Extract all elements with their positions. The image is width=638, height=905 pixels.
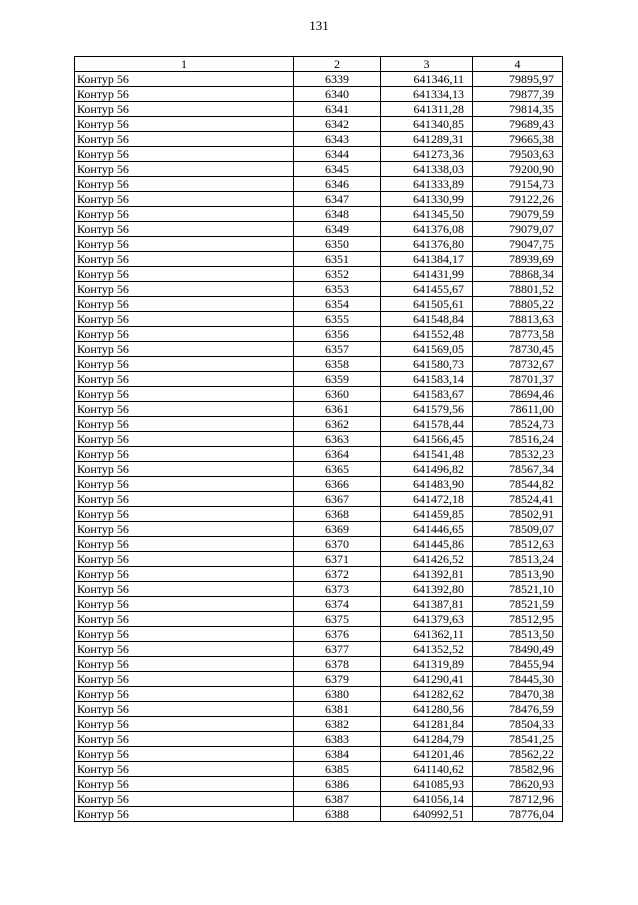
y-coordinate-cell: 78562,22 <box>473 747 563 762</box>
contour-name-cell: Контур 56 <box>75 507 294 522</box>
table-row <box>75 537 563 552</box>
x-coordinate-cell: 641548,84 <box>381 312 473 327</box>
x-coordinate-cell: 641505,61 <box>381 297 473 312</box>
x-coordinate-cell: 641426,52 <box>381 552 473 567</box>
point-number-cell: 6349 <box>294 222 381 237</box>
table-row <box>75 762 563 777</box>
x-coordinate-cell: 641340,85 <box>381 117 473 132</box>
x-coordinate-cell: 641281,84 <box>381 717 473 732</box>
contour-name-cell: Контур 56 <box>75 312 294 327</box>
point-number-cell: 6361 <box>294 402 381 417</box>
point-number-cell: 6384 <box>294 747 381 762</box>
point-number-cell: 6385 <box>294 762 381 777</box>
y-coordinate-cell: 78611,00 <box>473 402 563 417</box>
y-coordinate-cell: 79079,59 <box>473 207 563 222</box>
x-coordinate-cell: 641455,67 <box>381 282 473 297</box>
table-row <box>75 402 563 417</box>
table-row <box>75 162 563 177</box>
table-row <box>75 117 563 132</box>
point-number-cell: 6366 <box>294 477 381 492</box>
contour-name-cell: Контур 56 <box>75 657 294 672</box>
table-row <box>75 102 563 117</box>
table-row <box>75 342 563 357</box>
table-row <box>75 747 563 762</box>
point-number-cell: 6344 <box>294 147 381 162</box>
point-number-cell: 6364 <box>294 447 381 462</box>
point-number-cell: 6367 <box>294 492 381 507</box>
contour-name-cell: Контур 56 <box>75 132 294 147</box>
x-coordinate-cell: 641333,89 <box>381 177 473 192</box>
y-coordinate-cell: 78512,95 <box>473 612 563 627</box>
contour-name-cell: Контур 56 <box>75 747 294 762</box>
point-number-cell: 6375 <box>294 612 381 627</box>
contour-name-cell: Контур 56 <box>75 327 294 342</box>
x-coordinate-cell: 641201,46 <box>381 747 473 762</box>
x-coordinate-cell: 641392,80 <box>381 582 473 597</box>
y-coordinate-cell: 78712,96 <box>473 792 563 807</box>
table-row <box>75 582 563 597</box>
point-number-cell: 6348 <box>294 207 381 222</box>
table-row <box>75 87 563 102</box>
point-number-cell: 6339 <box>294 72 381 87</box>
y-coordinate-cell: 78490,49 <box>473 642 563 657</box>
table-header-row <box>75 57 563 72</box>
y-coordinate-cell: 78521,59 <box>473 597 563 612</box>
table-row <box>75 687 563 702</box>
y-coordinate-cell: 78868,34 <box>473 267 563 282</box>
point-number-cell: 6340 <box>294 87 381 102</box>
column-header-4: 4 <box>473 57 563 72</box>
x-coordinate-cell: 641583,67 <box>381 387 473 402</box>
contour-name-cell: Контур 56 <box>75 627 294 642</box>
x-coordinate-cell: 641431,99 <box>381 267 473 282</box>
contour-name-cell: Контур 56 <box>75 102 294 117</box>
table-row <box>75 612 563 627</box>
y-coordinate-cell: 78521,10 <box>473 582 563 597</box>
contour-name-cell: Контур 56 <box>75 447 294 462</box>
point-number-cell: 6373 <box>294 582 381 597</box>
x-coordinate-cell: 641338,03 <box>381 162 473 177</box>
table-row <box>75 627 563 642</box>
contour-name-cell: Контур 56 <box>75 267 294 282</box>
x-coordinate-cell: 641445,86 <box>381 537 473 552</box>
point-number-cell: 6377 <box>294 642 381 657</box>
y-coordinate-cell: 79503,63 <box>473 147 563 162</box>
y-coordinate-cell: 78701,37 <box>473 372 563 387</box>
table-row <box>75 252 563 267</box>
x-coordinate-cell: 641376,08 <box>381 222 473 237</box>
contour-name-cell: Контур 56 <box>75 147 294 162</box>
table-row <box>75 447 563 462</box>
y-coordinate-cell: 79122,26 <box>473 192 563 207</box>
point-number-cell: 6382 <box>294 717 381 732</box>
table-row <box>75 387 563 402</box>
x-coordinate-cell: 641346,11 <box>381 72 473 87</box>
contour-name-cell: Контур 56 <box>75 162 294 177</box>
contour-name-cell: Контур 56 <box>75 492 294 507</box>
y-coordinate-cell: 78776,04 <box>473 807 563 822</box>
point-number-cell: 6354 <box>294 297 381 312</box>
y-coordinate-cell: 78801,52 <box>473 282 563 297</box>
contour-name-cell: Контур 56 <box>75 402 294 417</box>
point-number-cell: 6363 <box>294 432 381 447</box>
y-coordinate-cell: 79877,39 <box>473 87 563 102</box>
y-coordinate-cell: 78813,63 <box>473 312 563 327</box>
point-number-cell: 6387 <box>294 792 381 807</box>
y-coordinate-cell: 78567,34 <box>473 462 563 477</box>
y-coordinate-cell: 79154,73 <box>473 177 563 192</box>
point-number-cell: 6350 <box>294 237 381 252</box>
y-coordinate-cell: 78524,73 <box>473 417 563 432</box>
contour-name-cell: Контур 56 <box>75 432 294 447</box>
point-number-cell: 6365 <box>294 462 381 477</box>
point-number-cell: 6353 <box>294 282 381 297</box>
contour-name-cell: Контур 56 <box>75 807 294 822</box>
x-coordinate-cell: 641459,85 <box>381 507 473 522</box>
contour-name-cell: Контур 56 <box>75 297 294 312</box>
x-coordinate-cell: 641541,48 <box>381 447 473 462</box>
point-number-cell: 6380 <box>294 687 381 702</box>
point-number-cell: 6386 <box>294 777 381 792</box>
contour-name-cell: Контур 56 <box>75 252 294 267</box>
x-coordinate-cell: 641290,41 <box>381 672 473 687</box>
y-coordinate-cell: 78805,22 <box>473 297 563 312</box>
y-coordinate-cell: 78502,91 <box>473 507 563 522</box>
x-coordinate-cell: 641056,14 <box>381 792 473 807</box>
y-coordinate-cell: 78544,82 <box>473 477 563 492</box>
table-row <box>75 72 563 87</box>
x-coordinate-cell: 641345,50 <box>381 207 473 222</box>
table-body <box>75 72 563 822</box>
table-row <box>75 327 563 342</box>
x-coordinate-cell: 641483,90 <box>381 477 473 492</box>
column-header-3: 3 <box>381 57 473 72</box>
contour-name-cell: Контур 56 <box>75 177 294 192</box>
x-coordinate-cell: 641379,63 <box>381 612 473 627</box>
column-header-2: 2 <box>294 57 381 72</box>
x-coordinate-cell: 641580,73 <box>381 357 473 372</box>
contour-name-cell: Контур 56 <box>75 222 294 237</box>
table-row <box>75 297 563 312</box>
table-row <box>75 717 563 732</box>
y-coordinate-cell: 78513,24 <box>473 552 563 567</box>
x-coordinate-cell: 641284,79 <box>381 732 473 747</box>
x-coordinate-cell: 641552,48 <box>381 327 473 342</box>
y-coordinate-cell: 79047,75 <box>473 237 563 252</box>
point-number-cell: 6345 <box>294 162 381 177</box>
point-number-cell: 6369 <box>294 522 381 537</box>
point-number-cell: 6376 <box>294 627 381 642</box>
table-row <box>75 807 563 822</box>
point-number-cell: 6378 <box>294 657 381 672</box>
point-number-cell: 6388 <box>294 807 381 822</box>
x-coordinate-cell: 641569,05 <box>381 342 473 357</box>
table-row <box>75 237 563 252</box>
point-number-cell: 6356 <box>294 327 381 342</box>
point-number-cell: 6374 <box>294 597 381 612</box>
point-number-cell: 6371 <box>294 552 381 567</box>
table-row <box>75 462 563 477</box>
point-number-cell: 6346 <box>294 177 381 192</box>
contour-name-cell: Контур 56 <box>75 237 294 252</box>
contour-name-cell: Контур 56 <box>75 792 294 807</box>
table-row <box>75 507 563 522</box>
x-coordinate-cell: 641352,52 <box>381 642 473 657</box>
table-row <box>75 597 563 612</box>
x-coordinate-cell: 641085,93 <box>381 777 473 792</box>
y-coordinate-cell: 78445,30 <box>473 672 563 687</box>
y-coordinate-cell: 78730,45 <box>473 342 563 357</box>
x-coordinate-cell: 641330,99 <box>381 192 473 207</box>
table-row <box>75 672 563 687</box>
point-number-cell: 6370 <box>294 537 381 552</box>
contour-name-cell: Контур 56 <box>75 387 294 402</box>
x-coordinate-cell: 641376,80 <box>381 237 473 252</box>
y-coordinate-cell: 78455,94 <box>473 657 563 672</box>
contour-name-cell: Контур 56 <box>75 567 294 582</box>
x-coordinate-cell: 641578,44 <box>381 417 473 432</box>
table-row <box>75 357 563 372</box>
point-number-cell: 6360 <box>294 387 381 402</box>
contour-name-cell: Контур 56 <box>75 342 294 357</box>
x-coordinate-cell: 641579,56 <box>381 402 473 417</box>
point-number-cell: 6362 <box>294 417 381 432</box>
point-number-cell: 6352 <box>294 267 381 282</box>
contour-name-cell: Контур 56 <box>75 477 294 492</box>
contour-name-cell: Контур 56 <box>75 717 294 732</box>
y-coordinate-cell: 79895,97 <box>473 72 563 87</box>
contour-name-cell: Контур 56 <box>75 537 294 552</box>
table-row <box>75 477 563 492</box>
contour-name-cell: Контур 56 <box>75 762 294 777</box>
table-row <box>75 702 563 717</box>
point-number-cell: 6379 <box>294 672 381 687</box>
contour-name-cell: Контур 56 <box>75 732 294 747</box>
point-number-cell: 6383 <box>294 732 381 747</box>
y-coordinate-cell: 78532,23 <box>473 447 563 462</box>
contour-name-cell: Контур 56 <box>75 282 294 297</box>
contour-name-cell: Контур 56 <box>75 417 294 432</box>
x-coordinate-cell: 641289,31 <box>381 132 473 147</box>
x-coordinate-cell: 641311,28 <box>381 102 473 117</box>
x-coordinate-cell: 641446,65 <box>381 522 473 537</box>
y-coordinate-cell: 78509,07 <box>473 522 563 537</box>
x-coordinate-cell: 641280,56 <box>381 702 473 717</box>
table-row <box>75 492 563 507</box>
y-coordinate-cell: 78470,38 <box>473 687 563 702</box>
contour-name-cell: Контур 56 <box>75 207 294 222</box>
x-coordinate-cell: 641384,17 <box>381 252 473 267</box>
contour-name-cell: Контур 56 <box>75 117 294 132</box>
point-number-cell: 6347 <box>294 192 381 207</box>
contour-name-cell: Контур 56 <box>75 552 294 567</box>
table-row <box>75 372 563 387</box>
point-number-cell: 6358 <box>294 357 381 372</box>
point-number-cell: 6368 <box>294 507 381 522</box>
y-coordinate-cell: 78773,58 <box>473 327 563 342</box>
column-header-1: 1 <box>75 57 294 72</box>
x-coordinate-cell: 641392,81 <box>381 567 473 582</box>
contour-name-cell: Контур 56 <box>75 522 294 537</box>
contour-name-cell: Контур 56 <box>75 72 294 87</box>
x-coordinate-cell: 641319,89 <box>381 657 473 672</box>
y-coordinate-cell: 78524,41 <box>473 492 563 507</box>
y-coordinate-cell: 78582,96 <box>473 762 563 777</box>
x-coordinate-cell: 641472,18 <box>381 492 473 507</box>
y-coordinate-cell: 79200,90 <box>473 162 563 177</box>
point-number-cell: 6342 <box>294 117 381 132</box>
table-row <box>75 282 563 297</box>
contour-name-cell: Контур 56 <box>75 582 294 597</box>
table-row <box>75 732 563 747</box>
page-number: 131 <box>309 18 329 33</box>
contour-name-cell: Контур 56 <box>75 597 294 612</box>
contour-name-cell: Контур 56 <box>75 642 294 657</box>
y-coordinate-cell: 78732,67 <box>473 357 563 372</box>
table-row <box>75 552 563 567</box>
point-number-cell: 6351 <box>294 252 381 267</box>
point-number-cell: 6343 <box>294 132 381 147</box>
x-coordinate-cell: 641140,62 <box>381 762 473 777</box>
x-coordinate-cell: 641496,82 <box>381 462 473 477</box>
contour-name-cell: Контур 56 <box>75 192 294 207</box>
table-row <box>75 657 563 672</box>
x-coordinate-cell: 641566,45 <box>381 432 473 447</box>
table-row <box>75 777 563 792</box>
contour-name-cell: Контур 56 <box>75 462 294 477</box>
y-coordinate-cell: 79689,43 <box>473 117 563 132</box>
point-number-cell: 6357 <box>294 342 381 357</box>
contour-name-cell: Контур 56 <box>75 687 294 702</box>
table-row <box>75 222 563 237</box>
y-coordinate-cell: 78541,25 <box>473 732 563 747</box>
table-row <box>75 417 563 432</box>
y-coordinate-cell: 78939,69 <box>473 252 563 267</box>
table-row <box>75 192 563 207</box>
table-row <box>75 207 563 222</box>
contour-name-cell: Контур 56 <box>75 87 294 102</box>
x-coordinate-cell: 641362,11 <box>381 627 473 642</box>
contour-name-cell: Контур 56 <box>75 612 294 627</box>
x-coordinate-cell: 641282,62 <box>381 687 473 702</box>
table-row <box>75 567 563 582</box>
table-row <box>75 312 563 327</box>
point-number-cell: 6341 <box>294 102 381 117</box>
contour-name-cell: Контур 56 <box>75 372 294 387</box>
x-coordinate-cell: 641273,36 <box>381 147 473 162</box>
table-row <box>75 522 563 537</box>
point-number-cell: 6355 <box>294 312 381 327</box>
y-coordinate-cell: 78512,63 <box>473 537 563 552</box>
point-number-cell: 6372 <box>294 567 381 582</box>
y-coordinate-cell: 79079,07 <box>473 222 563 237</box>
y-coordinate-cell: 78504,33 <box>473 717 563 732</box>
table-row <box>75 642 563 657</box>
table-row <box>75 177 563 192</box>
x-coordinate-cell: 641334,13 <box>381 87 473 102</box>
y-coordinate-cell: 78694,46 <box>473 387 563 402</box>
contour-name-cell: Контур 56 <box>75 357 294 372</box>
y-coordinate-cell: 78516,24 <box>473 432 563 447</box>
contour-name-cell: Контур 56 <box>75 672 294 687</box>
x-coordinate-cell: 641387,81 <box>381 597 473 612</box>
x-coordinate-cell: 641583,14 <box>381 372 473 387</box>
point-number-cell: 6359 <box>294 372 381 387</box>
table-row <box>75 132 563 147</box>
point-number-cell: 6381 <box>294 702 381 717</box>
table-row <box>75 432 563 447</box>
table-row <box>75 147 563 162</box>
y-coordinate-cell: 78620,93 <box>473 777 563 792</box>
y-coordinate-cell: 79814,35 <box>473 102 563 117</box>
y-coordinate-cell: 79665,38 <box>473 132 563 147</box>
x-coordinate-cell: 640992,51 <box>381 807 473 822</box>
y-coordinate-cell: 78476,59 <box>473 702 563 717</box>
y-coordinate-cell: 78513,50 <box>473 627 563 642</box>
y-coordinate-cell: 78513,90 <box>473 567 563 582</box>
contour-name-cell: Контур 56 <box>75 702 294 717</box>
table-row <box>75 792 563 807</box>
contour-name-cell: Контур 56 <box>75 777 294 792</box>
coordinates-table <box>74 56 563 822</box>
table-row <box>75 267 563 282</box>
